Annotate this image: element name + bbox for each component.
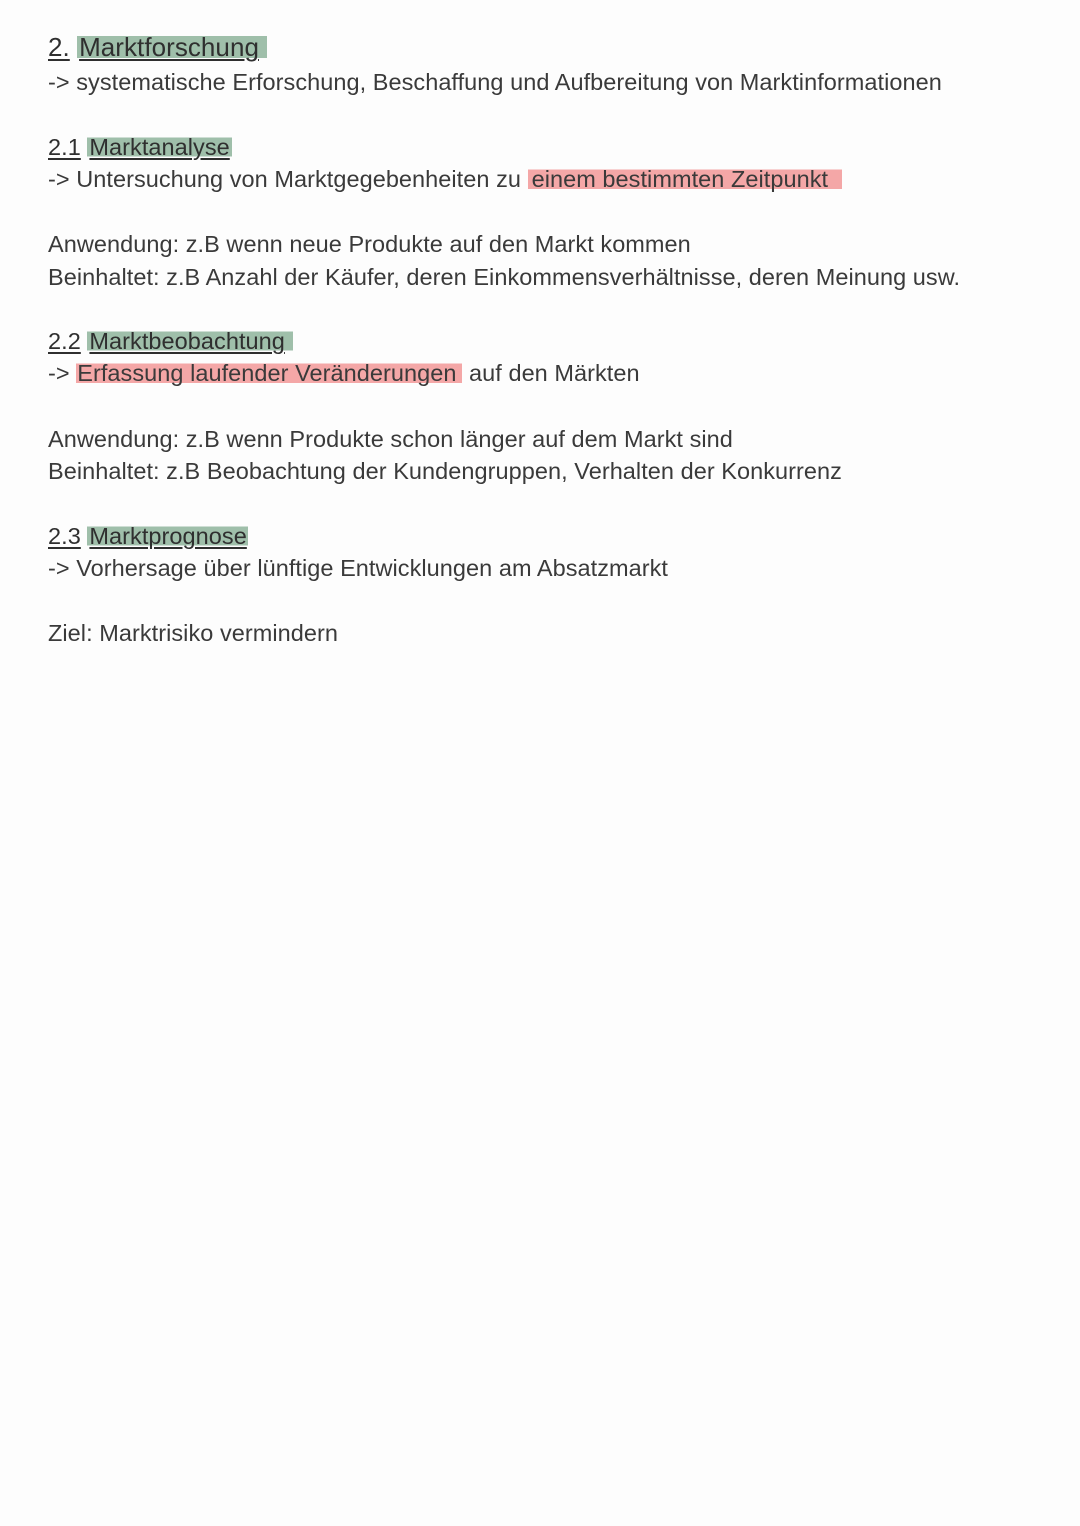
definition-text: -> [48,360,77,386]
heading-number: 2.3 [48,522,81,549]
highlighted-phrase: einem bestimmten Zeitpunkt [528,166,842,192]
heading-marktbeobachtung [48,325,1048,357]
heading-number: 2.2 [48,328,81,354]
goal-text: Ziel: Marktrisiko vermindern [48,620,338,646]
beinhaltet-marktbeobachtung: Beinhaltet: z.B Beobachtung der Kundengruppen, Verhalten der Konkurrenz [48,458,842,484]
definition-marktforschung: -> systematische Erforschung, Beschaffung und Aufbereitung von Marktinformationen [48,69,942,95]
note-content [48,28,1048,650]
definition-text: -> Untersuchung von Marktgegebenheiten zu [48,165,528,192]
heading-title: Marktbeobachtung [87,328,292,354]
definition-marktprognose: -> Vorhersage über lünftige Entwicklungen am Absatzmarkt [48,554,669,581]
heading-title: Marktprognose [89,522,247,549]
anwendung-marktbeobachtung: Anwendung: z.B wenn Produkte schon länger auf dem Markt sind [48,425,733,452]
definition-text: auf den Märkten [462,360,640,386]
heading-title: Marktanalyse [89,133,230,160]
heading-marktprognose [48,520,1048,552]
beinhaltet-marktanalyse: Beinhaltet: z.B Anzahl der Käufer, deren Einkommensverhältnisse, deren Meinung usw. [48,263,961,290]
definition-marktbeobachtung [48,357,1048,390]
heading-title: Marktforschung [77,32,267,62]
anwendung-marktanalyse: Anwendung: z.B wenn neue Produkte auf den Markt kommen [48,231,691,257]
heading-marktanalyse [48,131,1048,163]
highlighted-phrase: Erfassung laufender Veränderungen [76,360,462,386]
definition-marktanalyse [48,163,1048,196]
heading-number: 2.1 [48,133,81,160]
heading-marktforschung [48,28,1048,66]
heading-number: 2. [48,32,70,62]
